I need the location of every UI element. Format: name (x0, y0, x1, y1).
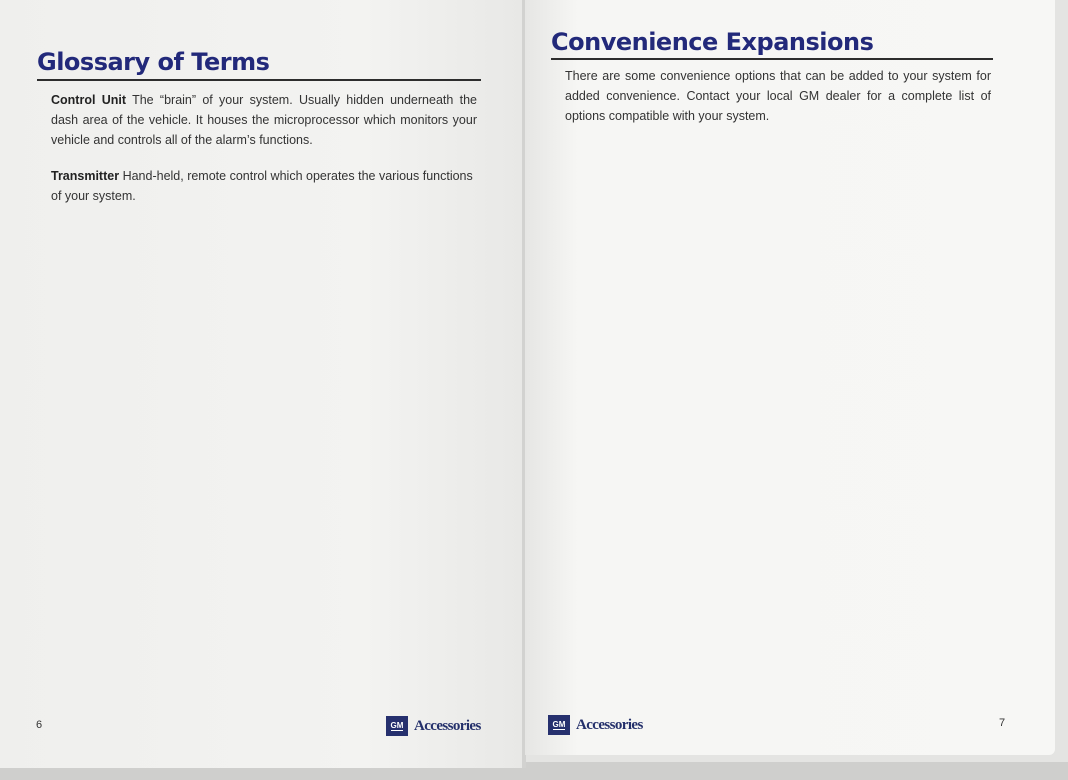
glossary-entry-control-unit (51, 90, 477, 150)
heading-rule (37, 79, 481, 81)
gm-accessories-logo (386, 716, 481, 736)
gm-logo-icon (386, 716, 408, 736)
gm-accessories-logo (548, 715, 643, 735)
convenience-body: There are some convenience options that can be added to your system for added convenience. Contact your local GM dealer for a complete list of options compatible with your system. (565, 69, 991, 123)
page-number: 6 (36, 719, 43, 731)
glossary-term: Control Unit (51, 93, 127, 107)
page-number: 7 (999, 717, 1006, 729)
brand-name: Accessories (414, 717, 481, 734)
glossary-definition: Hand-held, remote control which operates the various functions of your system. (51, 169, 473, 203)
gm-logo-text: GM (552, 720, 566, 729)
convenience-heading: Convenience Expansions (551, 28, 874, 56)
glossary-term: Transmitter (51, 169, 120, 183)
heading-rule (551, 58, 993, 60)
gm-logo-text: GM (390, 721, 404, 730)
left-page (0, 0, 523, 768)
brand-name: Accessories (576, 716, 643, 733)
gm-logo-icon (548, 715, 570, 735)
glossary-entry-transmitter (51, 166, 477, 206)
glossary-heading: Glossary of Terms (37, 48, 270, 76)
right-page (525, 0, 1055, 755)
glossary-definition: The “brain” of your system. Usually hidden underneath the dash area of the vehicle. It houses the microprocessor which monitors your vehicle and controls all of the alarm’s functions. (51, 93, 477, 147)
